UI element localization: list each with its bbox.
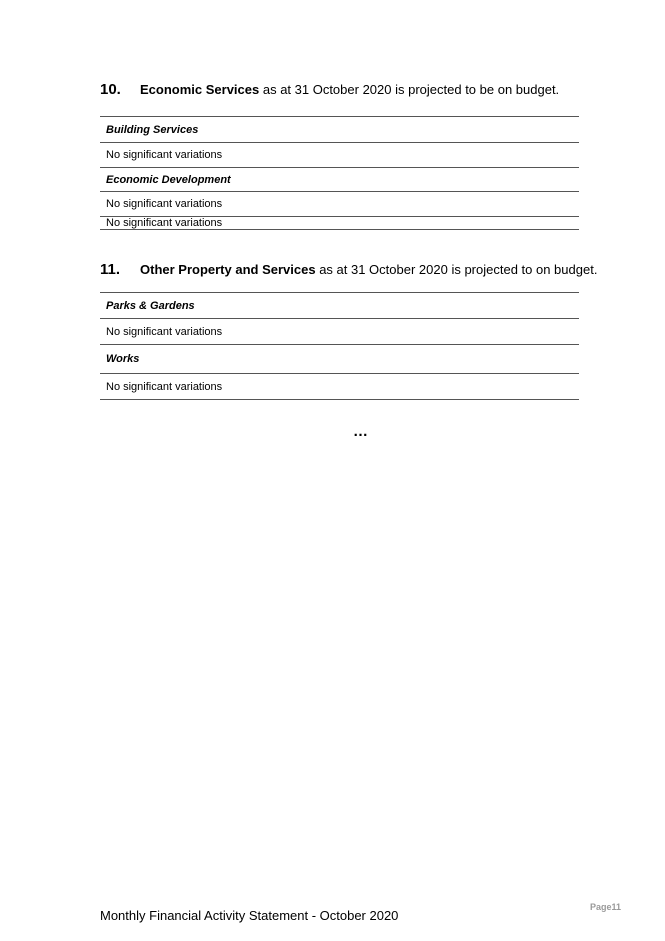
section-11-heading <box>100 261 597 278</box>
table-row-category: Works <box>100 344 579 373</box>
table-row: No significant variations <box>100 373 579 400</box>
ellipsis: … <box>353 423 369 440</box>
footer-title: Monthly Financial Activity Statement - October 2020 <box>100 908 399 923</box>
table-row: No significant variations <box>100 142 579 167</box>
table-row: No significant variations <box>100 318 579 344</box>
section-title: Other Property and Services <box>140 262 316 277</box>
table-row-category: Building Services <box>100 116 579 142</box>
section-description: as at 31 October 2020 is projected to be on budget. <box>259 82 560 97</box>
table-row-category: Economic Development <box>100 167 579 191</box>
section-title: Economic Services <box>140 82 260 97</box>
section-10-heading <box>100 81 559 98</box>
section-number: 11. <box>100 261 121 278</box>
section-description: as at 31 October 2020 is projected to on budget. <box>315 262 598 277</box>
section-10-table <box>100 116 579 230</box>
section-number: 10. <box>100 81 121 98</box>
section-11-table <box>100 292 579 400</box>
page-number: Page11 <box>589 902 621 912</box>
table-row: No significant variations <box>100 216 579 230</box>
table-row: No significant variations <box>100 191 579 216</box>
table-row-category: Parks & Gardens <box>100 292 579 318</box>
